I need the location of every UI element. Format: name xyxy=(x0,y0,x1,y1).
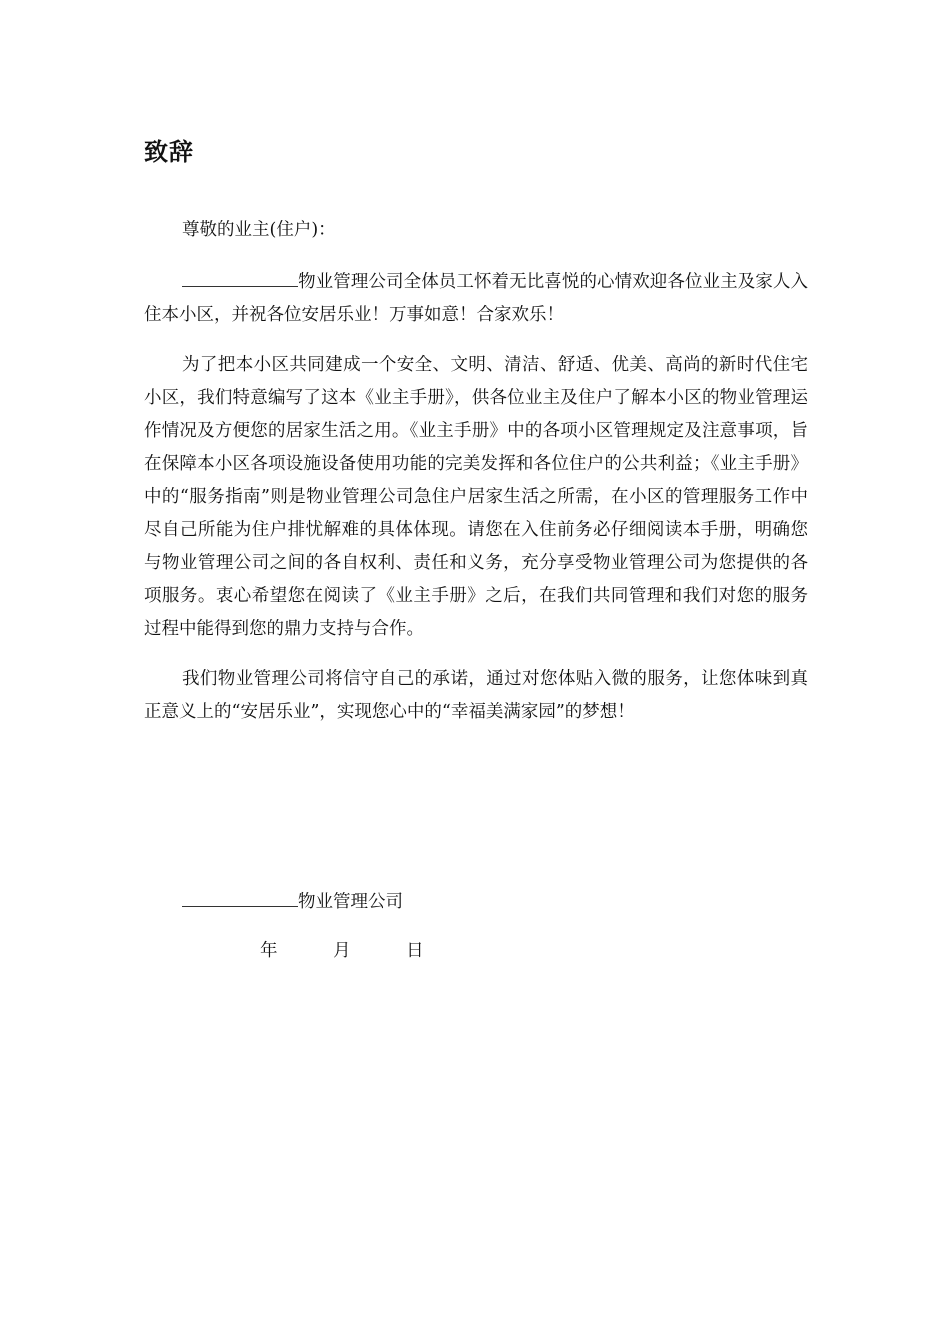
date-line xyxy=(260,936,424,966)
paragraph-handbook-purpose: 为了把本小区共同建成一个安全、文明、清洁、舒适、优美、高尚的新时代住宅小区，我们特意编写了这本《业主手册》，供各位业主及住户了解本小区的物业管理运作情况及方便您的居家生活之用。《业主手册》中的各项小区管理规定及注意事项，旨在保障本小区各项设施设备使用功能的完美发挥和各位住户的公共利益；《业主手册》中的“服务指南”则是物业管理公司急住户居家生活之所需，在小区的管理服务工作中尽自己所能为住户排忧解难的具体体现。请您在入住前务必仔细阅读本手册，明确您与物业管理公司之间的各自权利、责任和义务，充分享受物业管理公司为您提供的各项服务。衷心希望您在阅读了《业主手册》之后，在我们共同管理和我们对您的服务过程中能得到您的鼎力支持与合作。 xyxy=(144,355,808,639)
paragraph-welcome xyxy=(144,264,808,332)
signature-line xyxy=(182,884,403,917)
paragraph-commitment: 我们物业管理公司将信守自己的承诺，通过对您体贴入微的服务，让您体味到真正意义上的“安居乐业”，实现您心中的“幸福美满家园”的梦想！ xyxy=(144,669,808,722)
date-year-label: 年 xyxy=(260,941,278,961)
page-title: 致辞 xyxy=(144,138,194,166)
signature-company-label: 物业管理公司 xyxy=(298,892,403,912)
letter-body xyxy=(144,214,808,746)
signature-company-blank xyxy=(182,884,298,907)
greeting: 尊敬的业主(住户)： xyxy=(182,220,336,240)
date-day-label: 日 xyxy=(406,941,424,961)
paragraph-welcome-text: 物业管理公司全体员工怀着无比喜悦的心情欢迎各位业主及家人入住本小区，并祝各位安居乐业！万事如意！合家欢乐！ xyxy=(144,272,808,325)
date-month-label: 月 xyxy=(333,941,351,961)
company-name-blank xyxy=(182,264,298,287)
